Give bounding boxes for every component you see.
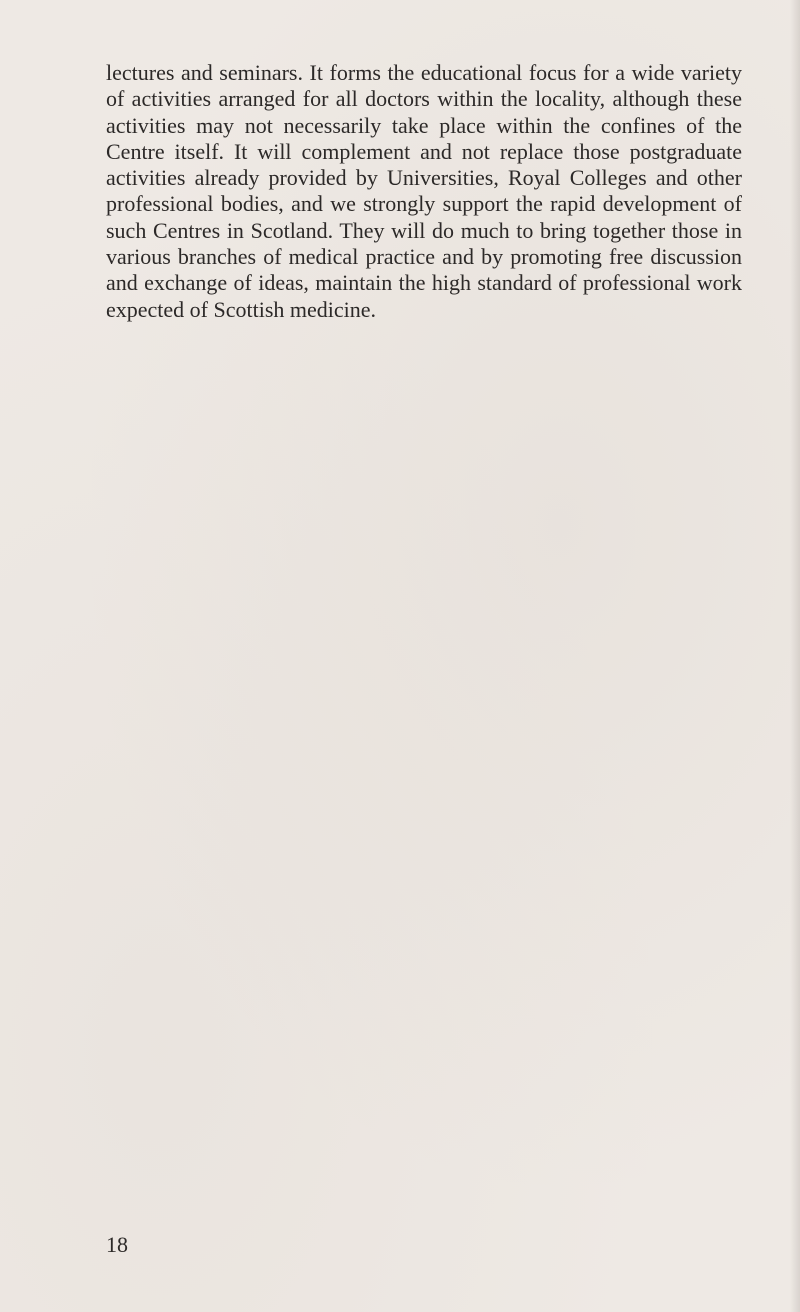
page-edge-shadow	[790, 0, 800, 1312]
body-paragraph: lectures and seminars. It forms the educational focus for a wide variety of activities arranged for all doctors within the locality, although these activities may not necessarily take place within the confines of the Centre itself. It will complement and not replace those postgraduate activities already provided by Universities, Royal Colleges and other professional bodies, and we strongly support the rapid development of such Centres in Scotland. They will do much to bring together those in various branches of medical practice and by promoting free discussion and exchange of ideas, maintain the high standard of professional work expected of Scottish medicine.	[106, 60, 742, 322]
page-number: 18	[106, 1232, 128, 1257]
